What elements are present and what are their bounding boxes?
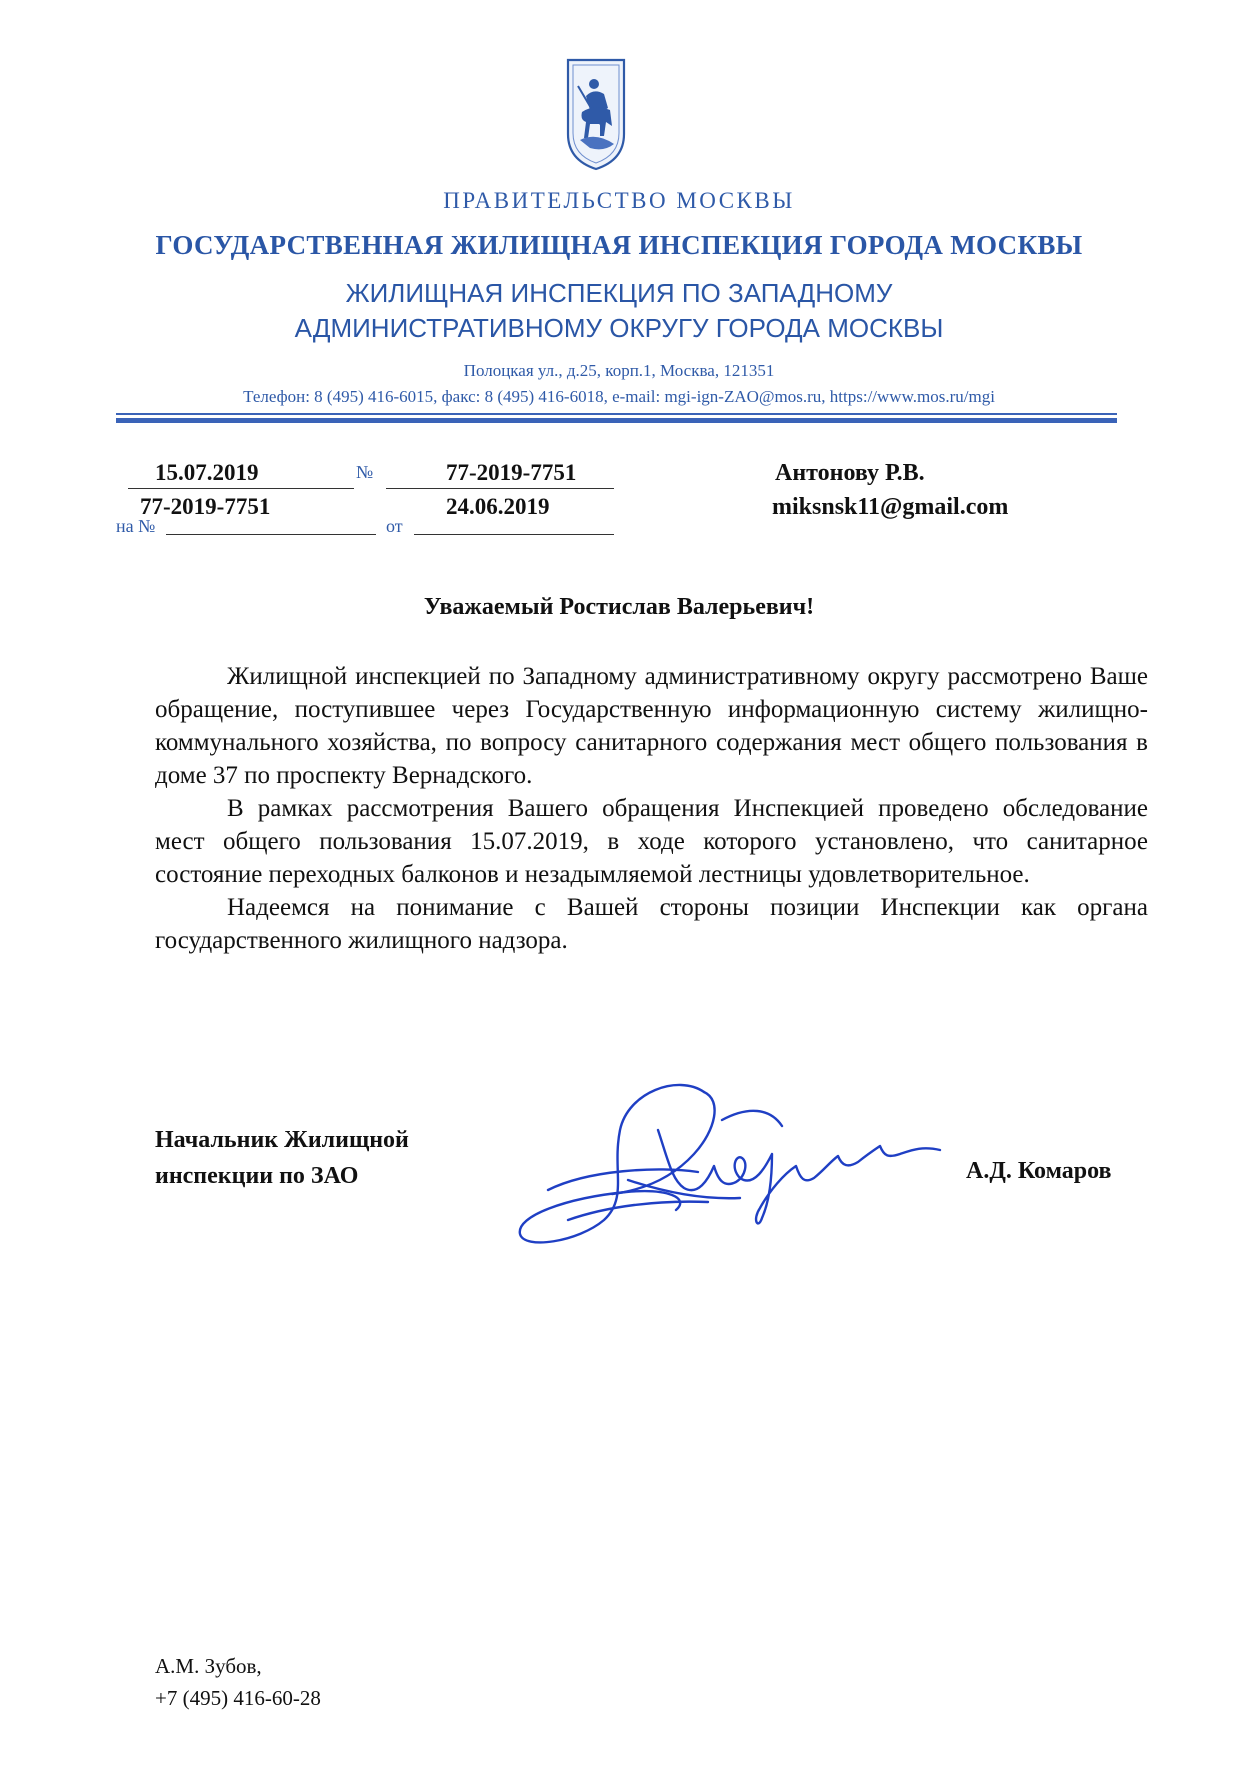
header-contacts: Телефон: 8 (495) 416-6015, факс: 8 (495) 416-6018, e-mail: mgi-ign-ZAO@mos.ru, https://www.mos.ru/mgi: [243, 387, 995, 406]
number-label: №: [356, 462, 374, 482]
paragraph: Жилищной инспекцией по Западному административному округу рассмотрено Ваше обращение, поступившее через Государственную информационную систему жилищно-коммунального хозяйства, по вопросу санитарного содержания мест общего пользования в доме 37 по проспекту Вернадского.: [155, 663, 1148, 789]
header-address: Полоцкая ул., д.25, корп.1, Москва, 121351: [463, 361, 775, 380]
outgoing-number-underline: [386, 488, 614, 489]
paragraph: В рамках рассмотрения Вашего обращения Инспекцией проведено обследование мест общего пользования 15.07.2019, в ходе которого установлено, что санитарное состояние переходных балконов и незадымляемой лестницы удовлетворительное.: [155, 795, 1148, 888]
reference-date-label: от: [386, 516, 403, 536]
reference-number: 77-2019-7751: [140, 494, 271, 519]
handwritten-signature: [508, 1070, 958, 1260]
addressee-name: Антонову Р.В.: [775, 460, 925, 486]
executor-name: А.М. Зубов,: [155, 1654, 262, 1678]
paragraph: Надеемся на понимание с Вашей стороны позиции Инспекции как органа государственного жилищного надзора.: [155, 894, 1148, 954]
executor-info: [155, 1650, 321, 1714]
signatory-name: А.Д. Комаров: [966, 1158, 1112, 1184]
salutation: Уважаемый Ростислав Валерьевич!: [423, 594, 815, 620]
government-title: ПРАВИТЕЛЬСТВО МОСКВЫ: [443, 188, 795, 213]
reference-date: 24.06.2019: [446, 494, 550, 519]
addressee-email: miksnsk11@gmail.com: [772, 494, 1009, 520]
reference-date-underline: [414, 534, 614, 535]
executor-phone: +7 (495) 416-60-28: [155, 1686, 321, 1710]
signatory-title-line2: инспекции по ЗАО: [155, 1163, 359, 1189]
signatory-title-line1: Начальник Жилищной: [155, 1127, 409, 1153]
outgoing-date: 15.07.2019: [155, 460, 259, 485]
outgoing-number: 77-2019-7751: [446, 460, 577, 485]
header-divider-thin: [116, 413, 1117, 415]
moscow-coat-of-arms-icon: [564, 56, 628, 172]
reference-number-underline: [166, 534, 376, 535]
outgoing-date-underline: [128, 488, 354, 489]
branch-title-line2: АДМИНИСТРАТИВНОМУ ОКРУГУ ГОРОДА МОСКВЫ: [294, 313, 944, 343]
letter-body: [155, 660, 1148, 957]
reference-number-label: на №: [116, 516, 156, 536]
branch-title-line1: ЖИЛИЩНАЯ ИНСПЕКЦИЯ ПО ЗАПАДНОМУ: [345, 278, 893, 308]
inspection-title: ГОСУДАРСТВЕННАЯ ЖИЛИЩНАЯ ИНСПЕКЦИЯ ГОРОДА МОСКВЫ: [155, 230, 1083, 260]
header-divider-thick: [116, 418, 1117, 423]
signatory-title: [155, 1122, 409, 1194]
